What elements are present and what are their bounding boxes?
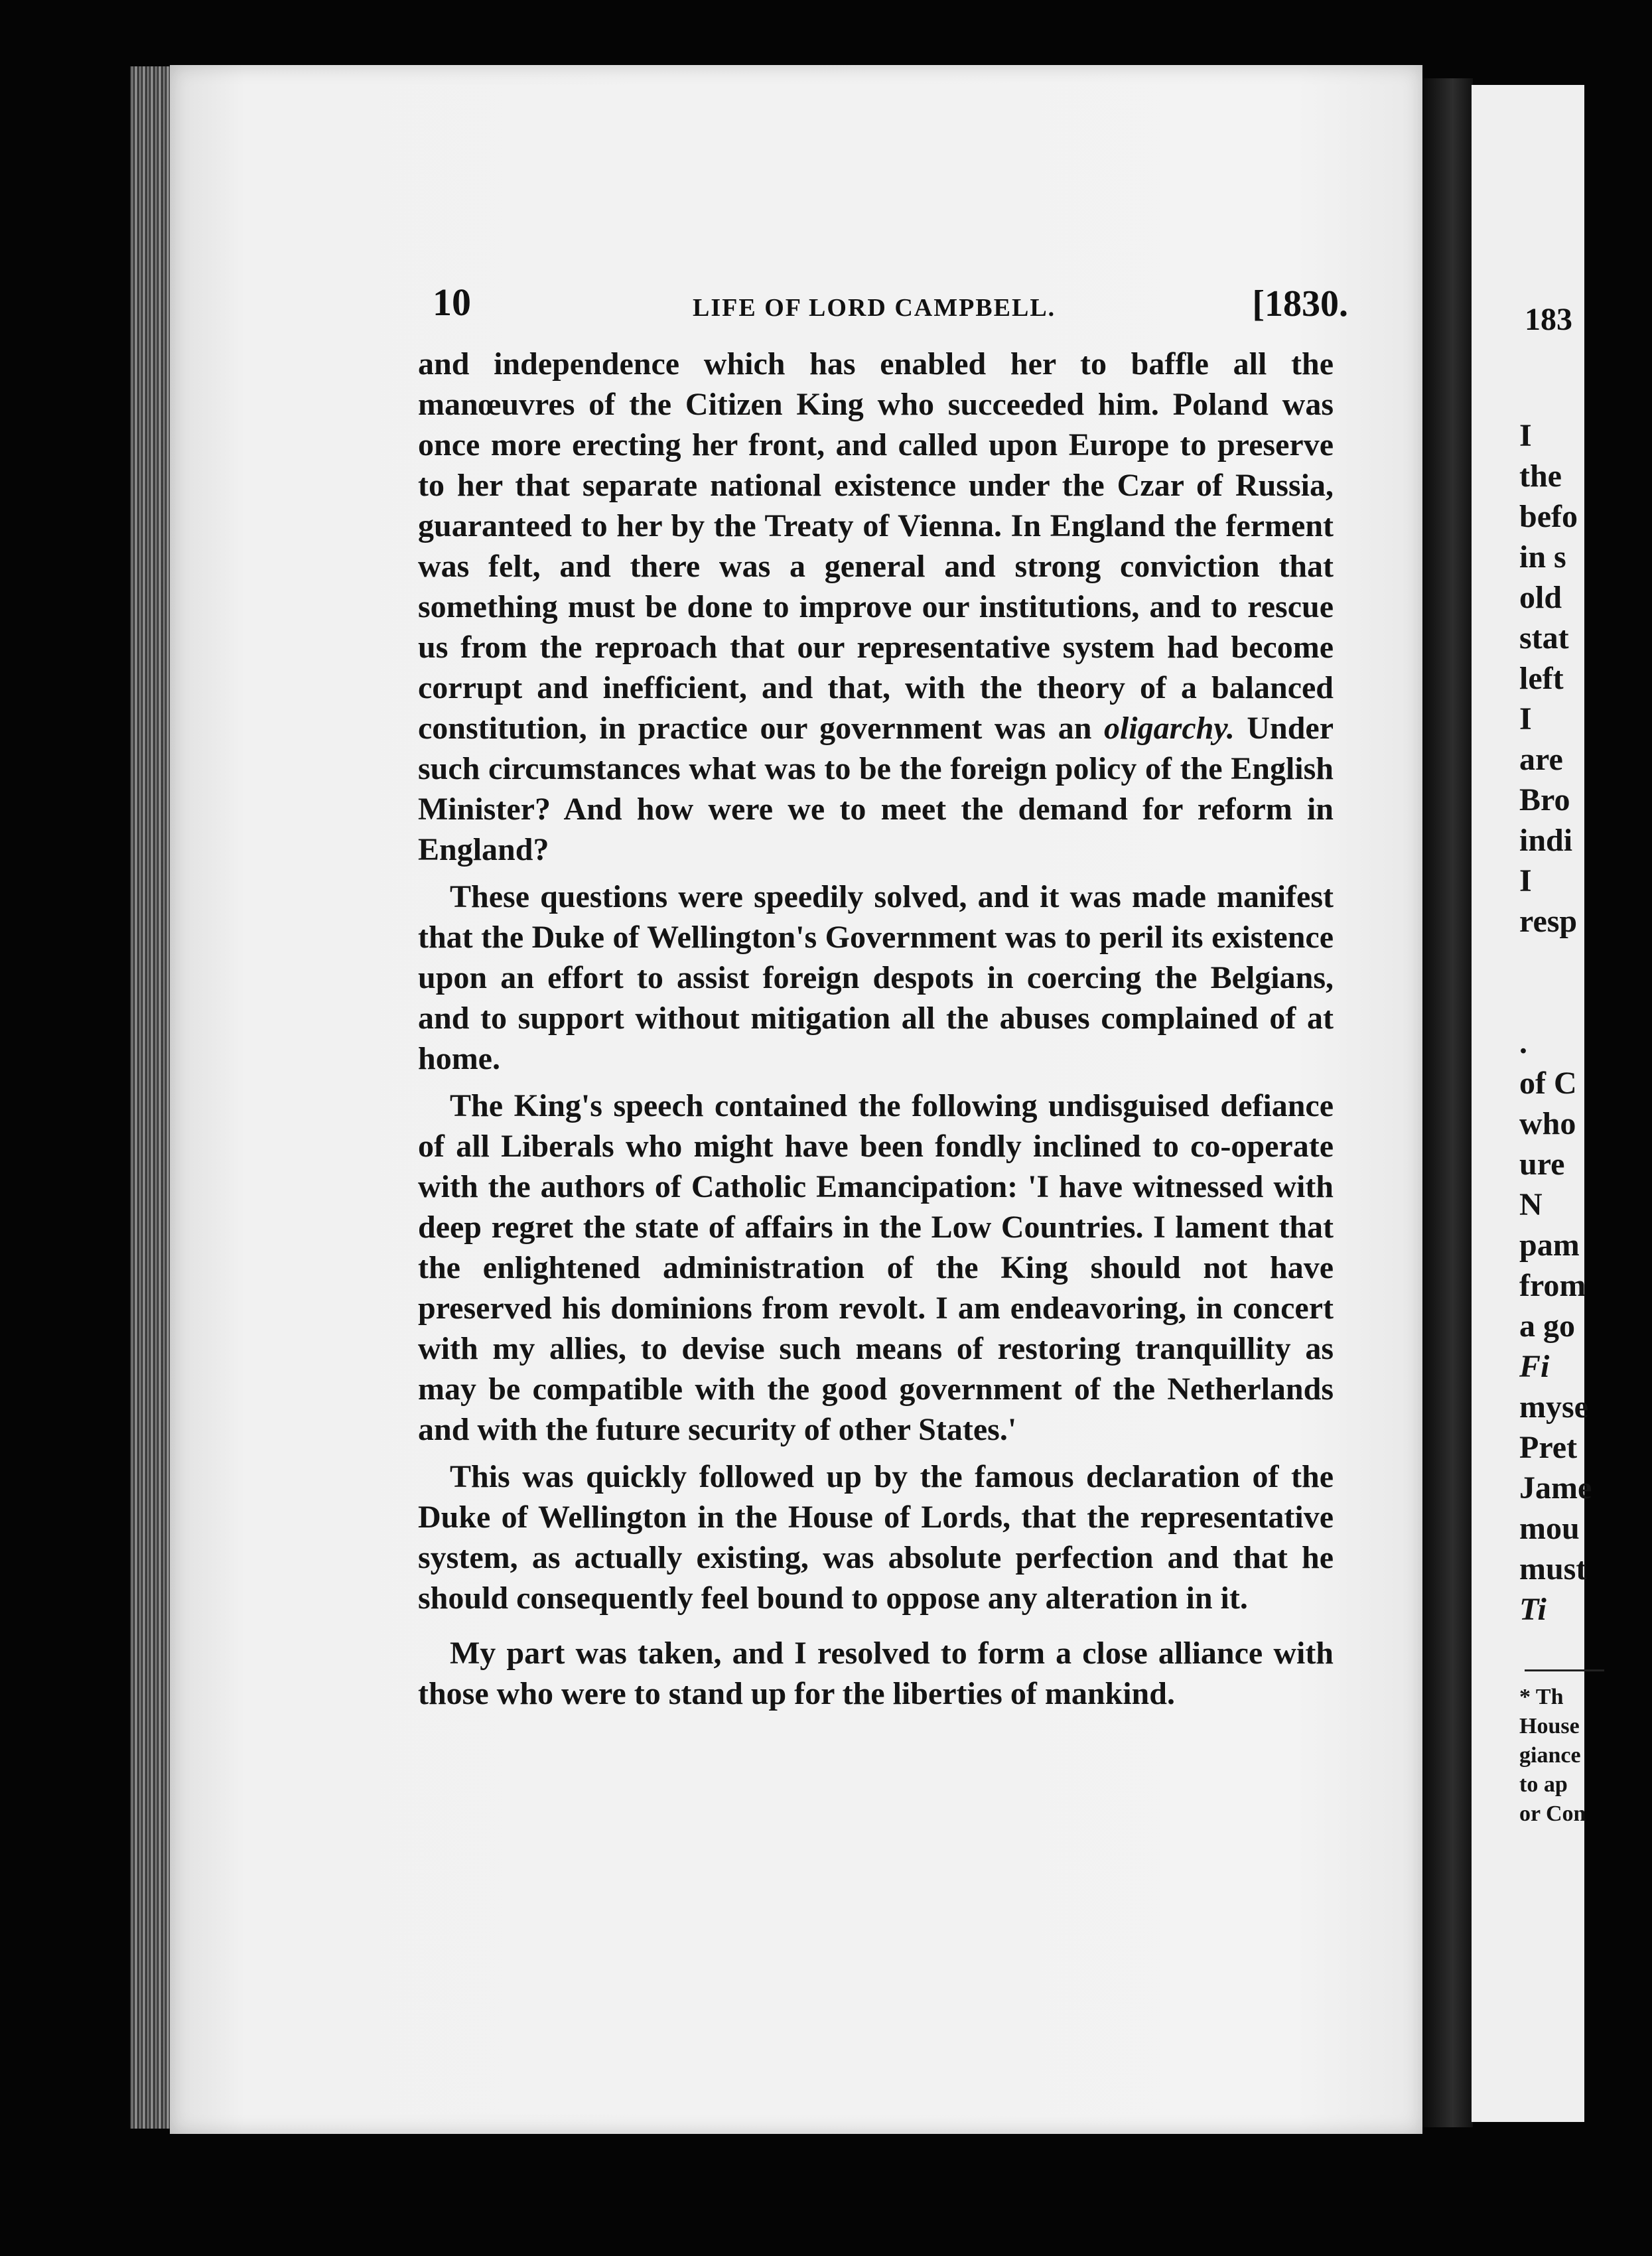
footnote-line: to ap [1519,1772,1568,1797]
footnote-line: giance [1519,1743,1581,1768]
paragraph: The King's speech contained the following undisguised defiance of all Liberals who might have been fondly inclined to co-operate with the authors of Catholic Emancipation: 'I have witnessed with deep regret the state of affairs in the Low Countries. I lament that the enlightened administration of the King should not have preserved his dominions from revolt. I am endeavoring, in concert with my allies, to devise such means of restoring tranquillity as may be compatible with the good government of the Netherlands and with the future security of other States.' [418,1088,1334,1447]
footnote-rule [1525,1669,1604,1671]
facing-line [1519,942,1652,982]
facing-line: must [1519,1551,1587,1586]
facing-line: old [1519,580,1562,615]
facing-line [1519,982,1652,1022]
facing-line: resp [1519,904,1578,939]
facing-line: befo [1519,499,1578,534]
facing-page-text [1519,415,1652,1630]
paragraph: My part was taken, and I resolved to form a close alliance with those who were to stand up for the liberties of mankind. [418,1636,1334,1711]
facing-line: of C [1519,1066,1577,1101]
running-title: LIFE OF LORD CAMPBELL. [693,294,1056,322]
facing-line: are [1519,742,1563,777]
page-number: 10 [433,281,471,324]
facing-line: I [1519,418,1532,453]
facing-line: Bro [1519,782,1570,817]
paragraph: This was quickly followed up by the famous declaration of the Duke of Wellington in the House of Lords, that the representative system, as actually existing, was absolute perfection and that he should consequently feel bound to oppose any alteration in it. [418,1459,1334,1616]
facing-line: Jame [1519,1470,1592,1506]
facing-line: I [1519,863,1532,898]
facing-line: Pret [1519,1430,1578,1465]
footnote-line: or Con [1519,1801,1586,1826]
page-body [418,344,1334,1721]
facing-line: myse [1519,1389,1588,1425]
running-year: [1830. [1252,283,1348,324]
facing-line: . [1519,1025,1527,1060]
facing-line: a go [1519,1308,1575,1344]
book-gutter [1422,78,1473,2127]
facing-line: N [1519,1187,1543,1222]
facing-line: in s [1519,539,1566,575]
facing-line: stat [1519,620,1569,656]
italic-word: oligarchy. [1103,711,1235,746]
paragraph: and independence which has enabled her to baffle all the manœuvres of the Citizen King who succeeded him. Poland was once more erecting her front, and called upon Europe to preserve to her that separate national existence under the Czar of Russia, guaranteed to her by the Treaty of Vienna. In England the ferment was felt, and there was a general and strong conviction that something must be done to improve our institutions, and to rescue us from the reproach that our representative system had become corrupt and inefficient, and that, with the theory of a balanced constitution, in practice our government was an oligarchy. Under such circumstances what was to be the foreign policy of the English Minister? And how were we to meet the demand for reform in England? [418,346,1334,867]
facing-line: Fi [1519,1349,1550,1384]
facing-line: who [1519,1106,1576,1141]
paragraph: These questions were speedily solved, and it was made manifest that the Duke of Wellington's Government was to peril its existence upon an effort to assist foreign despots in coercing the Belgians, and to support without mitigation all the abuses complained of at home. [418,879,1334,1076]
page-header [433,280,1348,330]
facing-line: Ti [1519,1592,1547,1627]
facing-line: left [1519,661,1564,696]
facing-line: mou [1519,1511,1580,1546]
facing-line: pam [1519,1228,1580,1263]
facing-line: from [1519,1268,1586,1303]
facing-line: I [1519,701,1532,737]
facing-footnote [1519,1683,1586,1829]
footnote-line: * Th [1519,1685,1564,1709]
facing-page-year: 183 [1525,302,1572,337]
facing-page [1472,85,1592,2122]
facing-line: ure [1519,1147,1565,1182]
facing-line: indi [1519,823,1573,858]
facing-line: the [1519,458,1562,494]
footnote-line: House [1519,1714,1580,1738]
